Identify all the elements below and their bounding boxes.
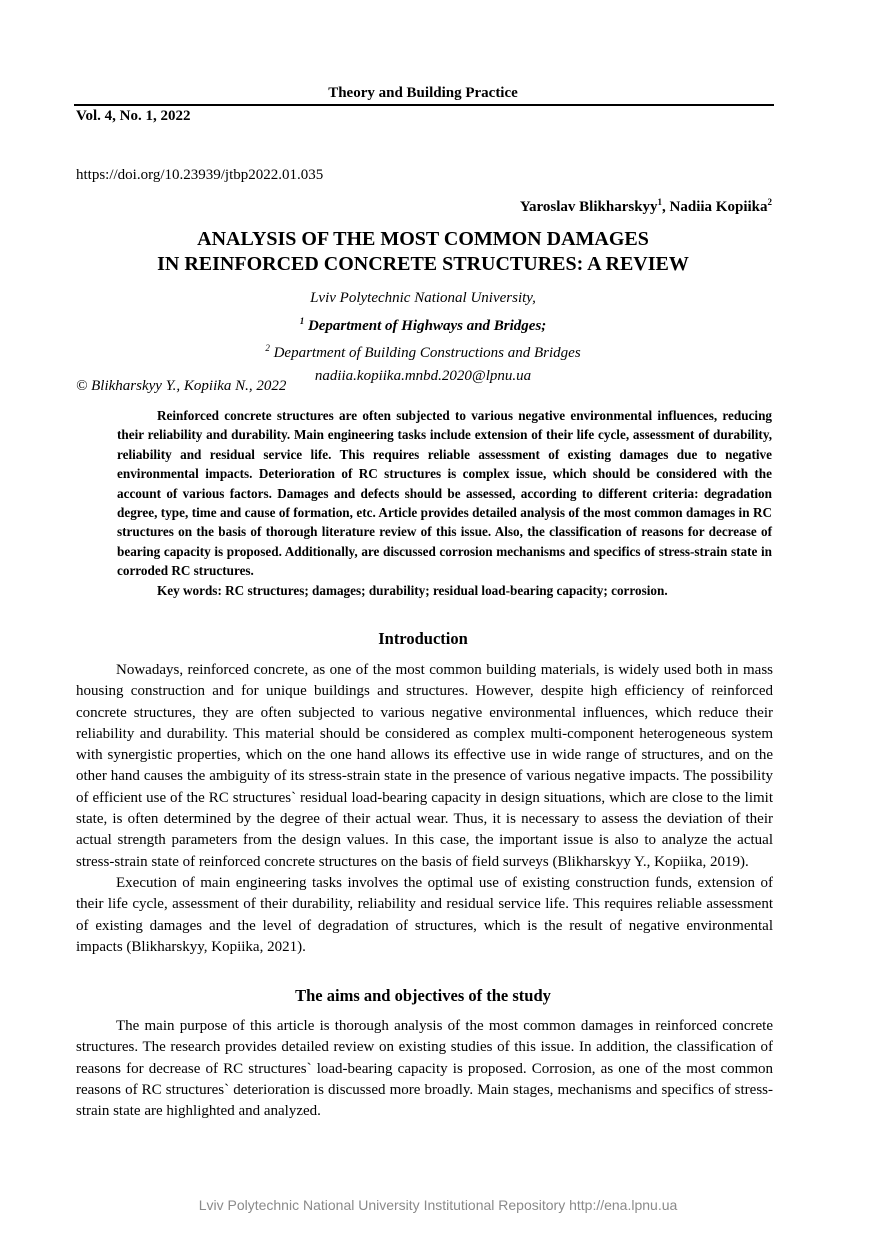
author-2-superscript: 2 [767, 197, 772, 207]
doi-link[interactable]: https://doi.org/10.23939/jtbp2022.01.035 [76, 167, 324, 183]
contact-email[interactable]: nadiia.kopiika.mnbd.2020@lpnu.ua [314, 367, 532, 384]
paper-title [0, 227, 846, 277]
abstract-text: Reinforced concrete structures are often subjected to various negative environmental influences, reducing their reliability and durability. Main engineering tasks include extension of their life cycle, assessment of durability, reliability and residual service life. This requires reliable assessment of existing damages due to negative environmental impacts. Deterioration of RC structures is complex issue, which should be considered with the account of various factors. Damages and defects should be assessed, according to different criteria: degradation degree, type, time and cause of formation, etc. Article provides detailed analysis of the most common damages in RC structures on the basis of thorough literature review of this issue. Also, the classification of reasons for decrease of bearing capacity is proposed. Additionally, are discussed corrosion mechanisms and specifics of stress-strain state in corroded RC structures. [117, 408, 772, 579]
department-2 [0, 337, 846, 365]
journal-name: Theory and Building Practice [328, 85, 518, 101]
department-2-superscript: 2 [265, 343, 270, 353]
authors [520, 197, 772, 216]
introduction-body [76, 660, 773, 958]
department-1-label: Department of Highways and Bridges; [304, 317, 547, 334]
keywords: Key words: RC structures; damages; durability; residual load-bearing capacity; corrosion. [157, 582, 668, 598]
affiliation [0, 287, 846, 387]
department-2-label: Department of Building Constructions and Bridges [269, 345, 581, 361]
university-name: Lviv Polytechnic National University, [310, 290, 536, 306]
title-line-1: ANALYSIS OF THE MOST COMMON DAMAGES [197, 228, 649, 250]
introduction-heading: Introduction [378, 629, 468, 648]
aims-paragraph-1: The main purpose of this article is thorough analysis of the most common damages in reinforced concrete structures. The research provides detailed review on existing studies of this issue. In addition, the classification of reasons for decrease of RC structures` load-bearing capacity is proposed. Corrosion, as one of the most common reasons of RC structures` deterioration is discussed more broadly. Main stages, mechanisms and specifics of stress-strain state are highlighted and analyzed. [76, 1018, 773, 1120]
volume-info: Vol. 4, No. 1, 2022 [76, 108, 191, 124]
author-separator: , [662, 199, 670, 215]
repository-footer: Lviv Polytechnic National University Institutional Repository http://ena.lpnu.ua [198, 1197, 678, 1213]
author-1-superscript: 1 [657, 197, 663, 207]
department-1 [0, 310, 846, 338]
copyright-notice: © Blikharskyy Y., Kopiika N., 2022 [76, 378, 287, 394]
title-line-2: IN REINFORCED CONCRETE STRUCTURES: A REVIEW [157, 253, 689, 275]
department-1-superscript: 1 [299, 315, 305, 326]
author-2: Nadiia Kopiika [669, 199, 768, 215]
abstract [117, 406, 772, 600]
aims-body [76, 1016, 773, 1122]
introduction-paragraph-1: Nowadays, reinforced concrete, as one of the most common building materials, is widely used both in mass housing construction and for unique buildings and structures. However, despite high efficiency of reinforced concrete structures, they are often subjected to various negative environmental influences, which reduce their reliability and durability. This material should be considered as complex multi-component heterogeneous system with synergistic properties, which on the one hand allows its effective use in wide range of structures, and on the other hand causes the ambiguity of its stress-strain state in the presence of various negative impacts. The possibility of efficient use of the RC structures` residual load-bearing capacity in design situations, which are close to the limit state, is often determined by the degree of their actual wear. Thus, it is necessary to assess the deviation of their actual strength parameters from the design values. In this case, the important issue is also to analyze the actual stress-strain state of reinforced concrete structures on the basis of field surveys (Blikharskyy Y., Kopiika, 2019). [76, 662, 773, 870]
aims-heading: The aims and objectives of the study [295, 986, 551, 1005]
author-1: Yaroslav Blikharskyy [519, 199, 658, 215]
introduction-paragraph-2: Execution of main engineering tasks involves the optimal use of existing construction funds, extension of their life cycle, assessment of their durability, reliability and residual service life. This requires reliable assessment of existing damages and the level of degradation of structures, which is the result of negative environmental impacts (Blikharskyy, Kopiika, 2021). [76, 874, 773, 955]
header-rule [74, 104, 774, 106]
